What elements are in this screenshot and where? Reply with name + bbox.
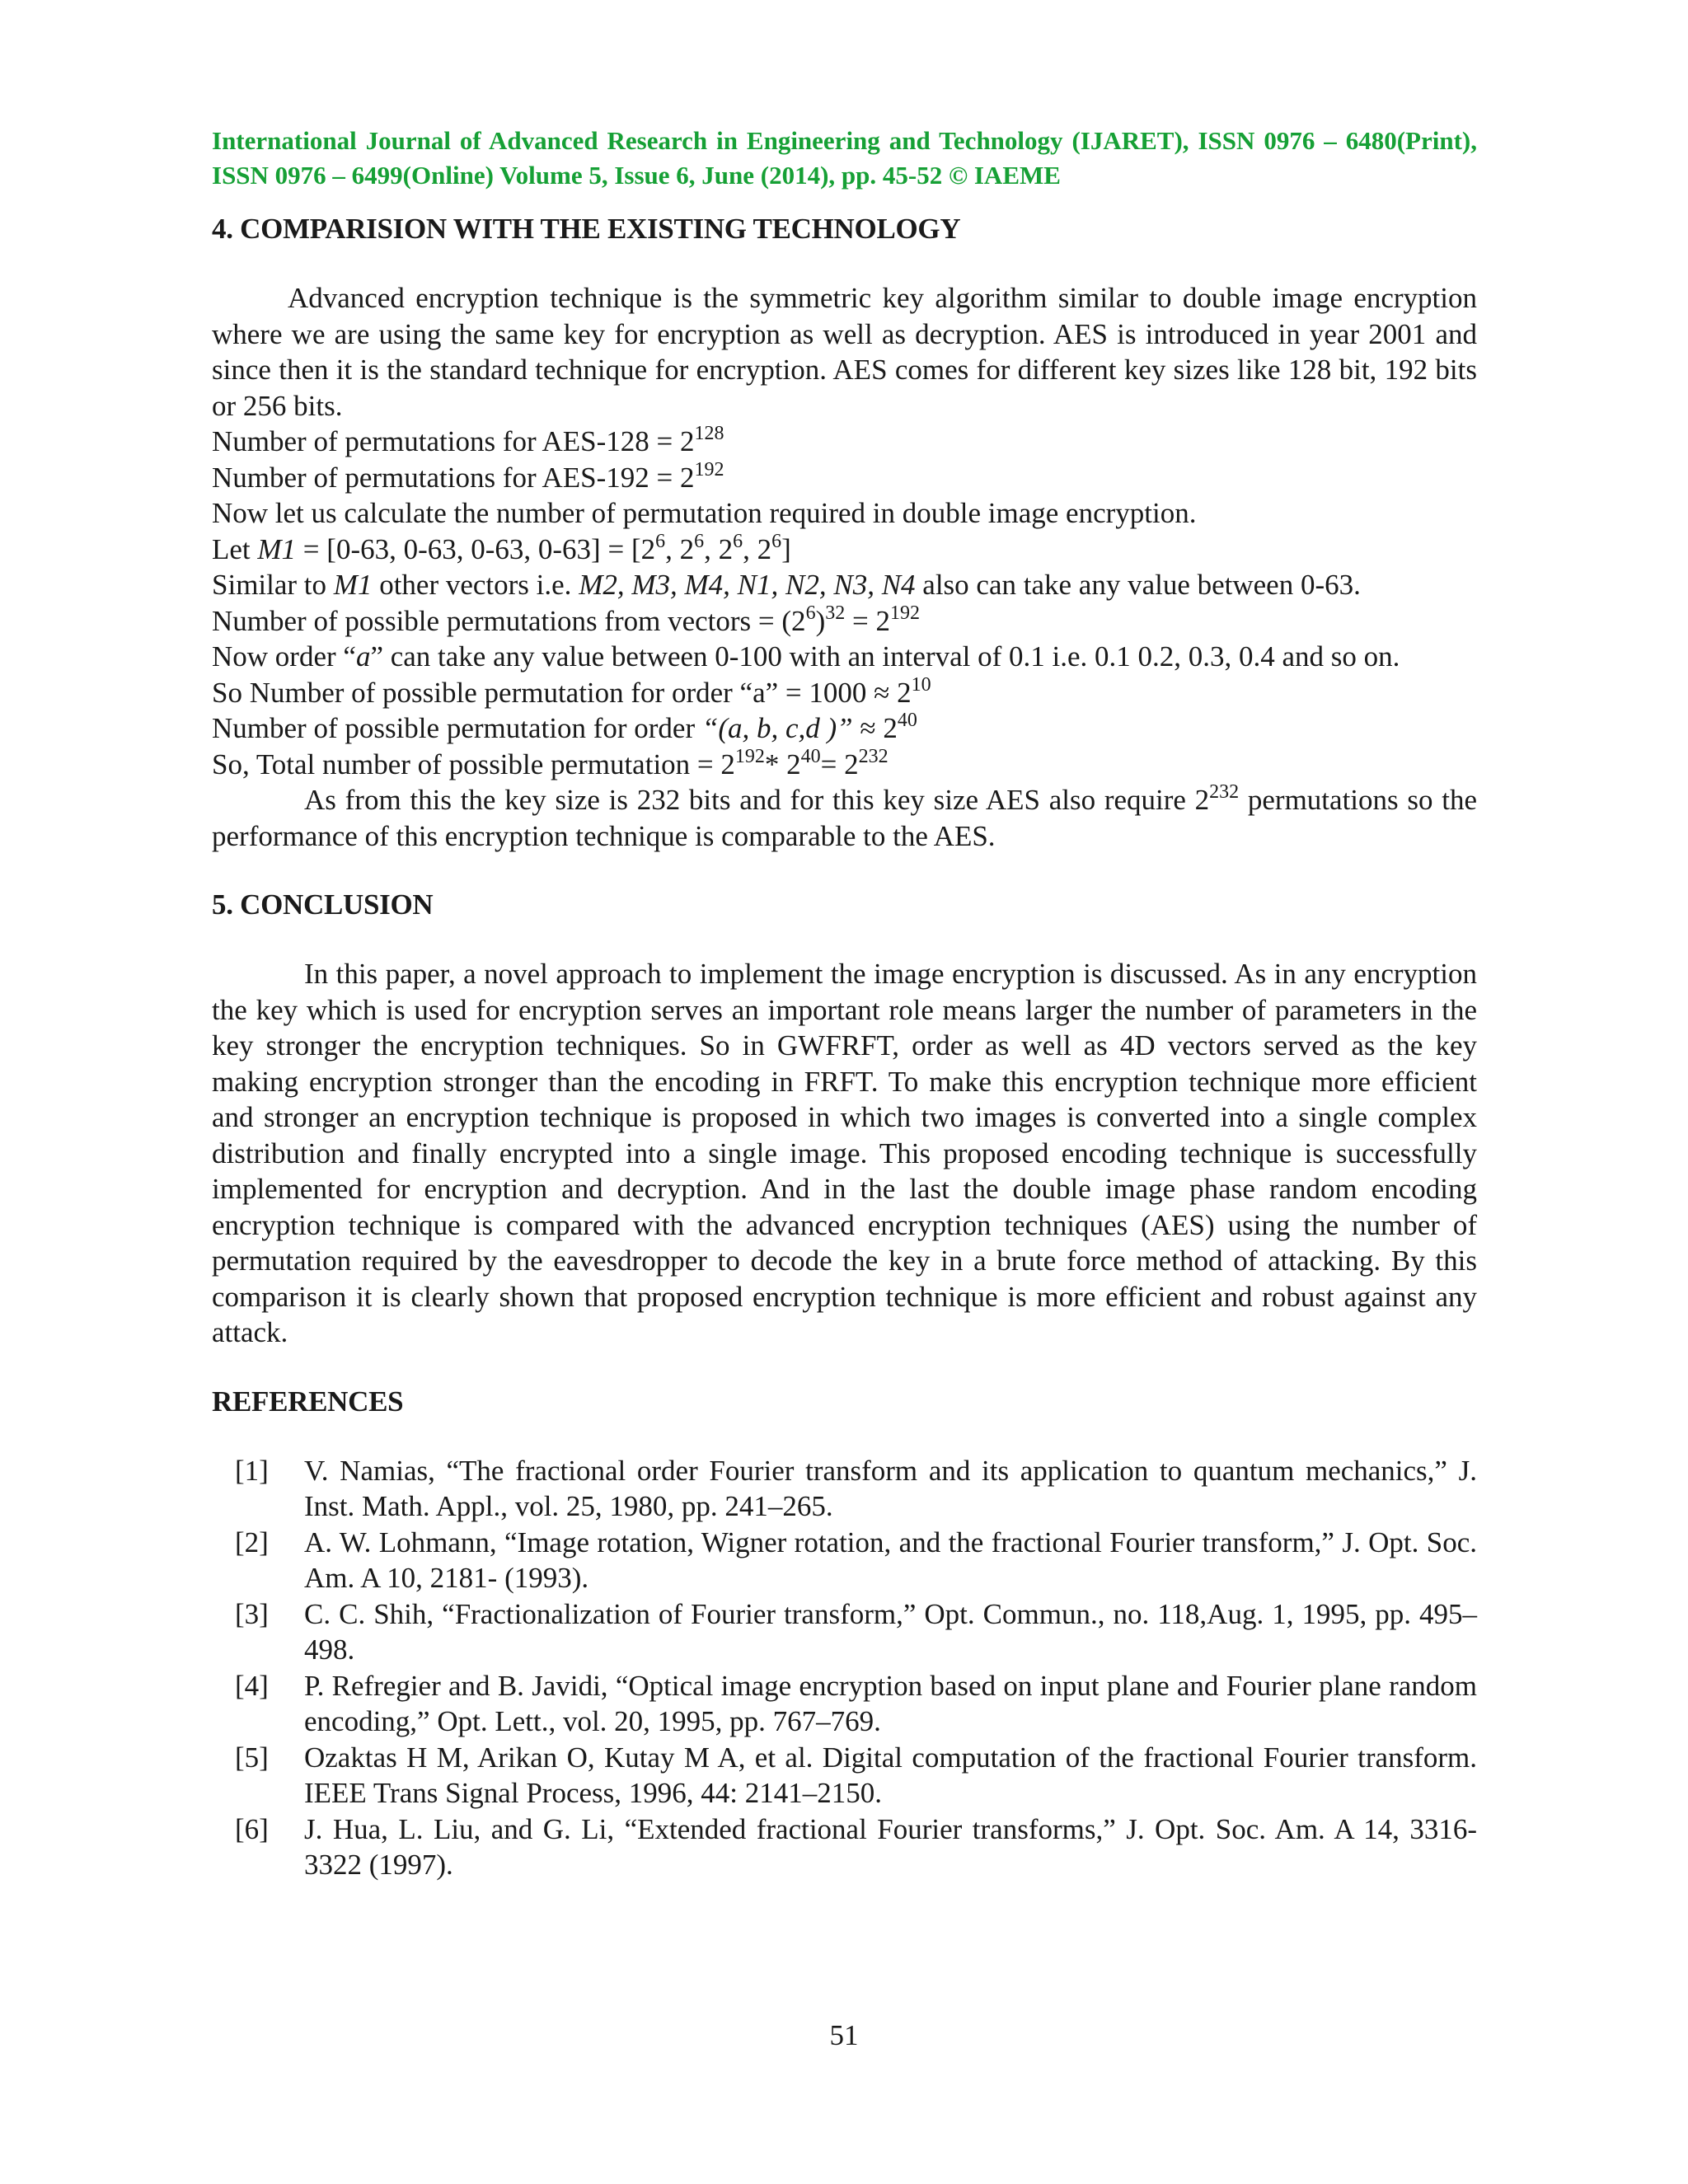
reference-number: [2] [235,1526,269,1558]
reference-number: [3] [235,1597,269,1630]
reference-text: Ozaktas H M, Arikan O, Kutay M A, et al. Digital computation of the fractional Fourier transform. IEEE Trans Signal Process, 1996, 44: 2141–2150. [304,1741,1477,1809]
section-4-intro: Advanced encryption technique is the symmetric key algorithm similar to double image encryption where we are using the same key for encryption as well as decryption. AES is introduced in year 2001 and since then it is the standard technique for encryption. AES comes for different key sizes like 128 bit, 192 bits or 256 bits. [212,282,1477,422]
reference-number: [6] [235,1812,269,1845]
reference-text: C. C. Shih, “Fractionalization of Fourier transform,” Opt. Commun., no. 118,Aug. 1, 1995, pp. 495–498. [304,1597,1477,1666]
reference-item [212,1596,1477,1668]
order-a-range: Now order “a” can take any value between 0-100 with an interval of 0.1 i.e. 0.1 0.2, 0.3, 0.4 and so on. [212,640,1400,673]
section-5-body [212,956,1477,1351]
vector-permutations: Number of possible permutations from vectors = $(2^6)^{32} = 2^{192}$ [212,602,920,637]
other-vectors: Similar to M1 other vectors i.e. M2, M3, M4, N1, N2, N3, N4 also can take any value between 0-63. [212,569,1361,601]
reference-text: P. Refregier and B. Javidi, “Optical image encryption based on input plane and Fourier plane random encoding,” Opt. Lett., vol. 20, 1995, pp. 767–769. [304,1669,1477,1737]
paper-page [212,124,1477,1883]
order-abcd-permutations: Number of possible permutation for order “(a, b, c,d )” ≈ $2^{40}$ [212,710,917,744]
calculation-intro: Now let us calculate the number of permutation required in double image encryption. [212,497,1197,529]
reference-item [212,1811,1477,1883]
references-title: REFERENCES [212,1385,404,1418]
key-size-comparison: As from this the key size is 232 bits and for this key size AES also require $2^{232}$ permutations so the performance of this encryption technique is comparable to the AES. [212,781,1477,852]
reference-number: [5] [235,1741,269,1774]
aes-192-permutations: Number of permutations for $AES-192 = 2^{192}$ [212,458,724,494]
conclusion-paragraph: In this paper, a novel approach to implement the image encryption is discussed. As in any encryption the key which is used for encryption serves an important role means larger the number of parameters in the key stronger the encryption techniques. So in GWFRFT, order as well as 4D vectors served as the key making encryption stronger than the encoding in FRFT. To make this encryption technique more efficient and stronger an encryption technique is proposed in which two images is converted into a single complex distribution and finally encrypted into a single image. This proposed encoding technique is successfully implemented for encryption and decryption. And in the last the double image phase random encoding encryption technique is compared with the advanced encryption techniques (AES) using the number of permutation required by the eavesdropper to decode the key in a brute force method of attacking. By this comparison it is clearly shown that proposed encryption technique is more efficient and robust against any attack. [212,958,1477,1348]
reference-item [212,1740,1477,1811]
reference-number: [4] [235,1669,269,1702]
reference-item [212,1525,1477,1596]
section-4-body [212,280,1477,854]
reference-text: J. Hua, L. Liu, and G. Li, “Extended fractional Fourier transforms,” J. Opt. Soc. Am. A 14, 3316-3322 (1997). [304,1812,1477,1881]
reference-text: A. W. Lohmann, “Image rotation, Wigner rotation, and the fractional Fourier transform,” J. Opt. Soc. Am. A 10, 2181- (1993). [304,1526,1477,1594]
page-number: 51 [829,2019,859,2051]
total-permutations: So, Total number of possible permutation = $2^{192}*$ $2^{40}= 2^{232}$ [212,745,889,780]
reference-list [212,1453,1477,1883]
reference-item [212,1453,1477,1525]
section-4-title: 4. COMPARISION WITH THE EXISTING TECHNOLOGY [212,213,961,245]
section-5-title: 5. CONCLUSION [212,888,434,921]
reference-number: [1] [235,1454,269,1487]
order-a-permutations: So Number of possible permutation for order “a” = $1000 \approx 2^{10}$ [212,673,931,709]
m1-definition: Let M1 = [0-63, 0-63, 0-63, $0-63] = [2^6$, $2^6$, $2^6$, $2^6$] [212,530,791,565]
reference-text: V. Namias, “The fractional order Fourier transform and its application to quantum mechanics,” J. Inst. Math. Appl., vol. 25, 1980, pp. 241–265. [304,1454,1477,1522]
reference-item [212,1668,1477,1740]
aes-128-permutations: Number of permutations for $AES-128 = 2^{128}$ [212,423,724,457]
journal-header: International Journal of Advanced Research in Engineering and Technology (IJARET), ISSN 0976 – 6480(Print), ISSN 0976 – 6499(Online) Volume 5, Issue 6, June (2014), pp. 45-52 © IAEME [212,126,1477,190]
